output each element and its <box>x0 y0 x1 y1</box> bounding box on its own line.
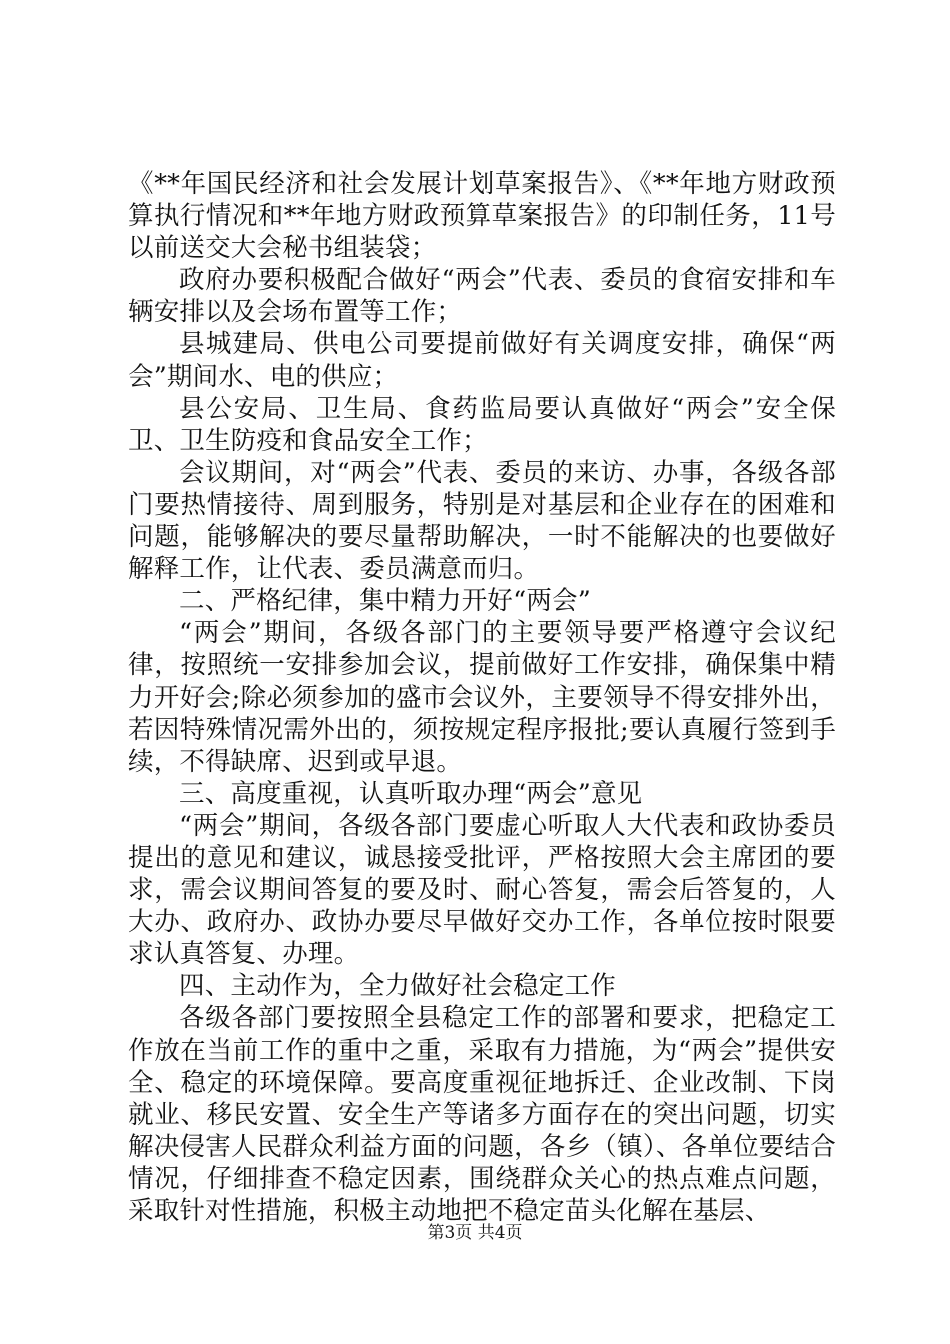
section-heading-3: 三、高度重视，认真听取办理“两会”意见 <box>179 778 643 809</box>
page-number-footer: 第3页 共4页 <box>427 1223 523 1243</box>
section-heading-4: 四、主动作为，全力做好社会稳定工作 <box>179 971 616 1002</box>
paragraph-4: 县公安局、卫生局、食药监局要认真做好“两会”安全保卫、卫生防疫和食品安全工作； <box>128 393 836 456</box>
paragraph-5: 会议期间，对“两会”代表、委员的来访、办事，各级各部门要热情接待、周到服务，特别是对基层和企业存在的困难和问题，能够解决的要尽量帮助解决，一时不能解决的也要做好解释工作，让代表、委员满意而归。 <box>128 457 836 585</box>
paragraph-6: “两会”期间，各级各部门的主要领导要严格遵守会议纪律，按照统一安排参加会议，提前做好工作安排，确保集中精力开好会;除必须参加的盛市会议外，主要领导不得安排外出，若因特殊情况需外出的，须按规定程序报批;要认真履行签到手续，不得缺席、迟到或早退。 <box>128 618 836 777</box>
paragraph-2: 政府办要积极配合做好“两会”代表、委员的食宿安排和车辆安排以及会场布置等工作； <box>128 265 836 328</box>
paragraph-7: “两会”期间，各级各部门要虚心听取人大代表和政协委员提出的意见和建议，诚恳接受批评，严格按照大会主席团的要求，需会议期间答复的要及时、耐心答复，需会后答复的，人大办、政府办、政协办要尽早做好交办工作，各单位按时限要求认真答复、办理。 <box>128 810 836 970</box>
paragraph-3: 县城建局、供电公司要提前做好有关调度安排，确保“两会”期间水、电的供应； <box>128 329 836 392</box>
paragraph-8: 各级各部门要按照全县稳定工作的部署和要求，把稳定工作放在当前工作的重中之重，采取有力措施，为“两会”提供安全、稳定的环境保障。要高度重视征地拆迁、企业改制、下岗就业、移民安置、安全生产等诸多方面存在的突出问题，切实解决侵害人民群众利益方面的问题，各乡（镇）、各单位要结合情况，仔细排查不稳定因素，围绕群众关心的热点难点问题，采取针对性措施，积极主动地把不稳定苗头化解在基层、 <box>128 1003 836 1226</box>
paragraph-1: 《**年国民经济和社会发展计划草案报告》、《**年地方财政预算执行情况和**年地方财政预算草案报告》的印制任务，11号以前送交大会秘书组装袋； <box>128 169 836 264</box>
document-body <box>128 168 836 1227</box>
section-heading-2: 二、严格纪律，集中精力开好“两会” <box>179 586 591 617</box>
